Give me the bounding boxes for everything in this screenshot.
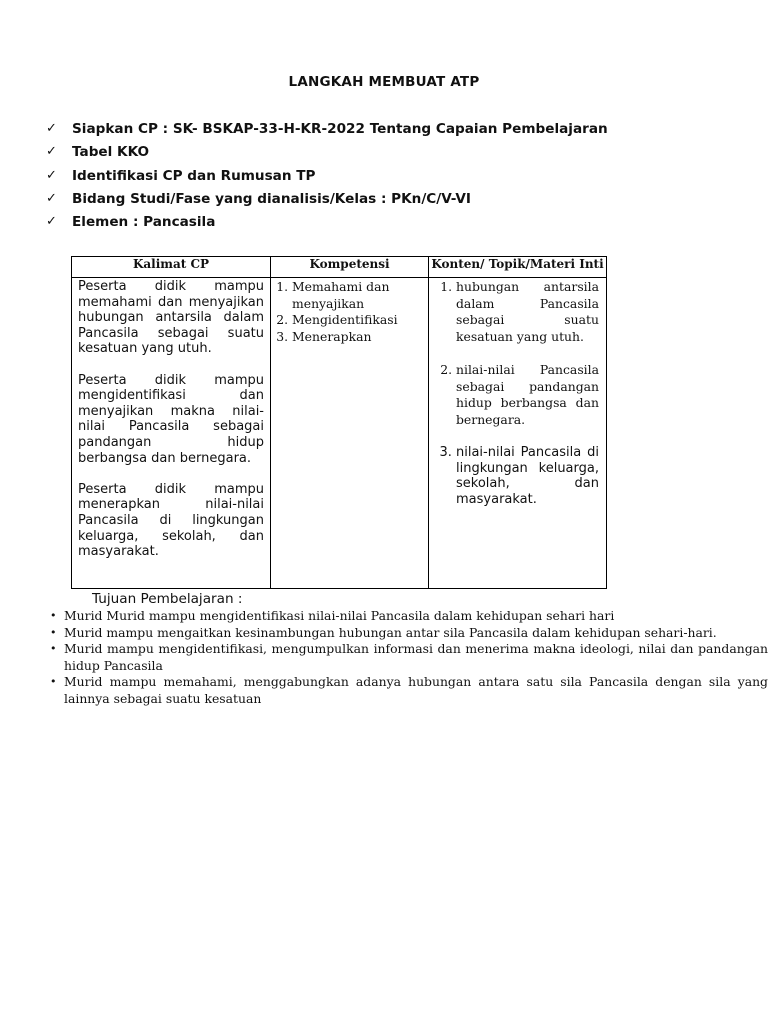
tujuan-item-text: Murid Murid mampu mengidentifikasi nilai-nilai Pancasila dalam kehidupan sehari hari <box>64 608 615 623</box>
checkmark-icon: ✓ <box>46 190 57 206</box>
bullet-icon: • <box>50 642 57 656</box>
header-kalimat-cp: Kalimat CP <box>72 257 271 278</box>
kompetensi-item: 1. Memahami dan menyajikan <box>292 279 426 312</box>
header-konten: Konten/ Topik/Materi Inti <box>429 257 607 278</box>
kompetensi-item: 2. Mengidentifikasi <box>292 312 426 329</box>
table-header-row <box>72 257 607 278</box>
checklist-item-label: Elemen : Pancasila <box>72 214 216 231</box>
konten-item: 1. hubungan antarsila dalam Pancasila sebagai suatu kesatuan yang utuh. <box>456 279 599 345</box>
cp-sentence: Peserta didik mampu menerapkan nilai-nilai Pancasila di lingkungan keluarga, sekolah, dan masyarakat. <box>78 481 264 560</box>
tujuan-item-text: Murid mampu mengaitkan kesinambungan hubungan antar sila Pancasila dalam kehidupan sehari-hari. <box>64 624 717 640</box>
list-item <box>50 641 768 674</box>
checkmark-icon: ✓ <box>46 121 57 136</box>
konten-item: 2. nilai-nilai Pancasila sebagai pandangan hidup berbangsa dan bernegara. <box>456 362 599 428</box>
tujuan-item-text: Murid mampu mengidentifikasi, mengumpulkan informasi dan menerima makna ideologi, nilai dan pandangan hidup Pancasila <box>64 641 768 673</box>
checklist-item-label: Bidang Studi/Fase yang dianalisis/Kelas : PKn/C/V-VI <box>72 190 471 207</box>
preparation-checklist <box>46 119 608 235</box>
list-item <box>50 608 768 625</box>
list-item <box>50 625 768 642</box>
cell-kompetensi <box>271 278 429 589</box>
cell-konten <box>429 278 607 589</box>
checklist-item <box>46 166 608 189</box>
bullet-icon: • <box>50 609 57 622</box>
bullet-icon: • <box>50 625 57 639</box>
cell-kalimat-cp <box>72 278 271 589</box>
bullet-icon: • <box>50 675 57 689</box>
cp-sentence: Peserta didik mampu memahami dan menyajikan hubungan antarsila dalam Pancasila sebagai suatu kesatuan yang utuh. <box>78 279 264 357</box>
tujuan-heading: Tujuan Pembelajaran : <box>92 591 243 607</box>
document-title: LANGKAH MEMBUAT ATP <box>288 74 480 90</box>
checkmark-icon: ✓ <box>46 144 57 160</box>
checklist-item <box>46 189 608 212</box>
kompetensi-item: 3. Menerapkan <box>292 329 426 346</box>
header-kompetensi: Kompetensi <box>271 257 429 278</box>
checklist-item <box>46 212 608 235</box>
atp-table <box>71 256 607 589</box>
cp-sentence: Peserta didik mampu mengidentifikasi dan menyajikan makna nilai-nilai Pancasila sebagai pandangan hidup berbangsa dan bernegara. <box>78 372 264 466</box>
table-row <box>72 278 607 589</box>
checkmark-icon: ✓ <box>46 214 57 230</box>
list-item <box>50 674 768 707</box>
checklist-item-label: Siapkan CP : SK- BSKAP-33-H-KR-2022 Tentang Capaian Pembelajaran <box>72 121 608 137</box>
konten-item: 3. nilai-nilai Pancasila di lingkungan keluarga, sekolah, dan masyarakat. <box>456 445 599 507</box>
checklist-item <box>46 142 608 165</box>
checklist-item <box>46 119 608 142</box>
tujuan-item-text: Murid mampu memahami, menggabungkan adanya hubungan antara satu sila Pancasila dengan sila yang lainnya sebagai suatu kesatuan <box>64 674 768 706</box>
tujuan-list <box>50 608 768 708</box>
checkmark-icon: ✓ <box>46 167 57 183</box>
checklist-item-label: Identifikasi CP dan Rumusan TP <box>72 167 316 184</box>
checklist-item-label: Tabel KKO <box>72 144 150 161</box>
